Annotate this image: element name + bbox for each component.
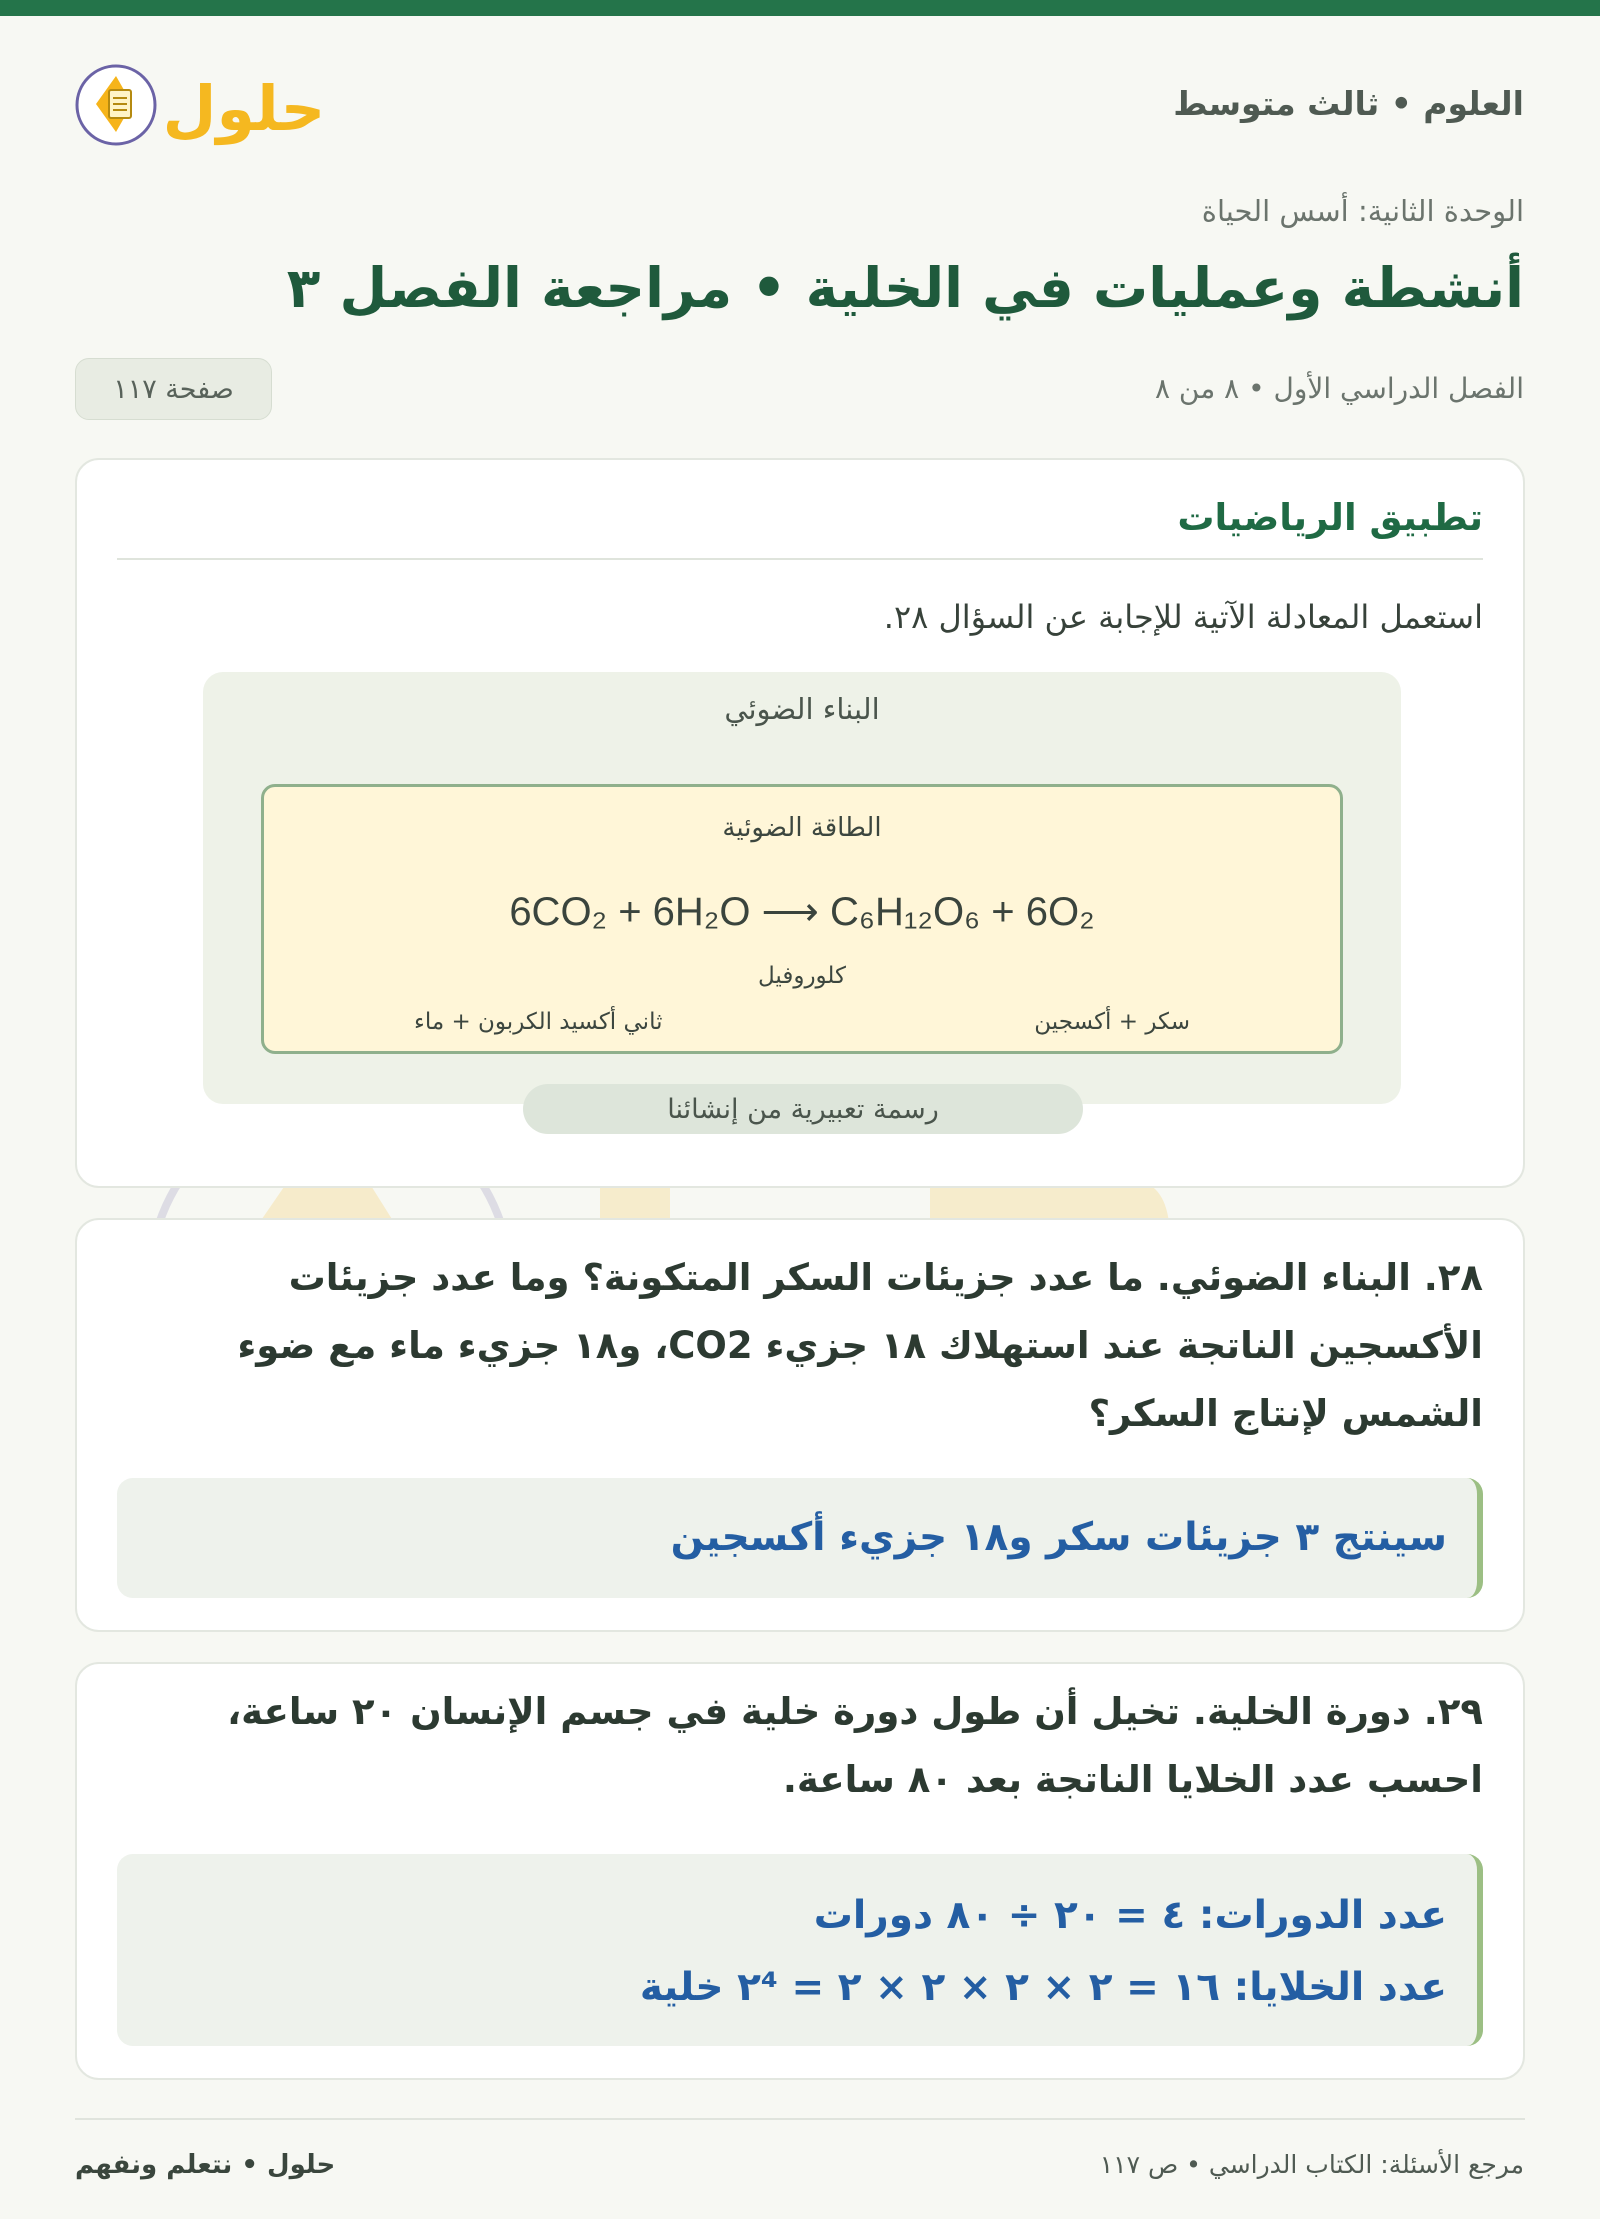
answer-28-text: سينتج ٣ جزيئات سكر و١٨ جزيء أكسجين [670, 1515, 1447, 1560]
footer-divider [75, 2118, 1525, 2120]
page-title: أنشطة وعمليات في الخلية • مراجعة الفصل ٣ [286, 256, 1524, 320]
question-28-text: ٢٨. البناء الضوئي. ما عدد جزيئات السكر المتكونة؟ وما عدد جزيئات الأكسجين الناتجة عند استهلاك ١٨ جزيء CO2، و١٨ جزيء ماء مع ضوء الشمس لإنتاج السكر؟ [237, 1256, 1483, 1435]
answer-29-box [117, 1854, 1483, 2046]
answer-29-cycles: عدد الدورات: ٤ = ٢٠ ÷ ٨٠ دورات [813, 1893, 1447, 1938]
light-energy-label: الطاقة الضوئية [722, 813, 882, 843]
answer-28-box [117, 1478, 1483, 1598]
chlorophyll-label: كلوروفيل [757, 963, 846, 989]
diagram-caption: رسمة تعبيرية من إنشائنا [523, 1084, 1083, 1134]
unit-title: الوحدة الثانية: أسس الحياة [1201, 194, 1524, 228]
page-number-badge: صفحة ١١٧ [75, 358, 272, 420]
section-title: تطبيق الرياضيات [1177, 496, 1483, 539]
brand-logo [74, 52, 336, 158]
photosynthesis-diagram [203, 672, 1401, 1125]
equation-box [261, 784, 1343, 1054]
reactants-label: سكر + أكسجين [1034, 1009, 1190, 1035]
instruction-text: استعمل المعادلة الآتية للإجابة عن السؤال ٢٨. [883, 598, 1483, 636]
math-application-card [75, 458, 1525, 1188]
logo-wordmark: حلول [162, 72, 326, 145]
question-29-card [75, 1662, 1525, 2080]
semester-info: الفصل الدراسي الأول • ٨ من ٨ [1154, 372, 1524, 405]
footer-reference: مرجع الأسئلة: الكتاب الدراسي • ص ١١٧ [1099, 2150, 1524, 2179]
question-29-text: ٢٩. دورة الخلية. تخيل أن طول دورة خلية في جسم الإنسان ٢٠ ساعة، احسب عدد الخلايا الناتجة بعد ٨٠ ساعة. [227, 1690, 1483, 1801]
question-28-card [75, 1218, 1525, 1632]
photosynthesis-equation: 6CO₂ + 6H₂O ⟶ C₆H₁₂O₆ + 6O₂ [509, 890, 1095, 934]
footer-brand: حلول • نتعلم ونفهم [75, 2150, 336, 2180]
subject-grade: العلوم • ثالث متوسط [1173, 84, 1524, 123]
answer-29-cells: عدد الخلايا: ١٦ = ٢ × ٢ × ٢ × ٢ = ٢⁴ خلية [639, 1965, 1447, 2010]
top-accent-bar [0, 0, 1600, 16]
diagram-title: البناء الضوئي [724, 692, 880, 726]
section-divider [117, 558, 1483, 560]
products-label: ثاني أكسيد الكربون + ماء [414, 1009, 663, 1035]
